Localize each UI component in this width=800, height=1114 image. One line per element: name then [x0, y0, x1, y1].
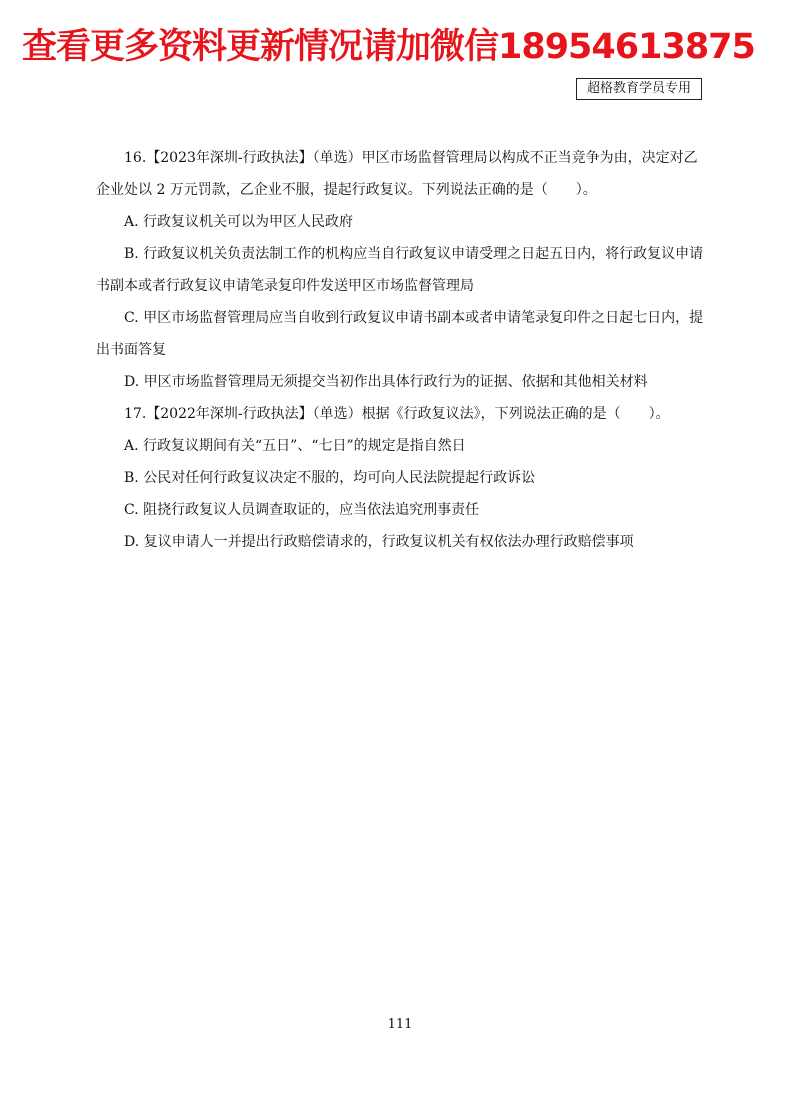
question-17-stem: 17.【2022年深圳-行政执法】（单选）根据《行政复议法》，下列说法正确的是（ ）。	[124, 406, 670, 422]
watermark-banner: 查看更多资料更新情况请加微信18954613875	[22, 27, 755, 67]
question-16-option-b: B. 行政复议机关负责法制工作的机构应当自行政复议申请受理之日起五日内，将行政复议申请书副本或者行政复议申请笔录复印件发送甲区市场监督管理局	[96, 246, 704, 294]
question-16-stem: 16.【2023年深圳-行政执法】（单选）甲区市场监督管理局以构成不正当竞争为由，决定对乙企业处以 2 万元罚款，乙企业不服，提起行政复议。下列说法正确的是（ ）。	[96, 150, 698, 198]
question-16-option-c: C. 甲区市场监督管理局应当自收到行政复议申请书副本或者申请笔录复印件之日起七日内，提出书面答复	[96, 310, 704, 358]
question-content	[96, 142, 710, 558]
question-17-option-a: A. 行政复议期间有关“五日”、“七日”的规定是指自然日	[124, 438, 466, 454]
question-17-option-c: C. 阻挠行政复议人员调查取证的，应当依法追究刑事责任	[124, 502, 480, 518]
page-number: 111	[387, 1017, 413, 1032]
question-16-option-a: A. 行政复议机关可以为甲区人民政府	[124, 214, 354, 230]
question-17-option-b: B. 公民对任何行政复议决定不服的，均可向人民法院提起行政诉讼	[124, 470, 536, 486]
question-16-option-d: D. 甲区市场监督管理局无须提交当初作出具体行政行为的证据、依据和其他相关材料	[124, 374, 648, 390]
student-only-badge: 超格教育学员专用	[576, 78, 702, 100]
question-17-option-d: D. 复议申请人一并提出行政赔偿请求的，行政复议机关有权依法办理行政赔偿事项	[124, 534, 634, 550]
